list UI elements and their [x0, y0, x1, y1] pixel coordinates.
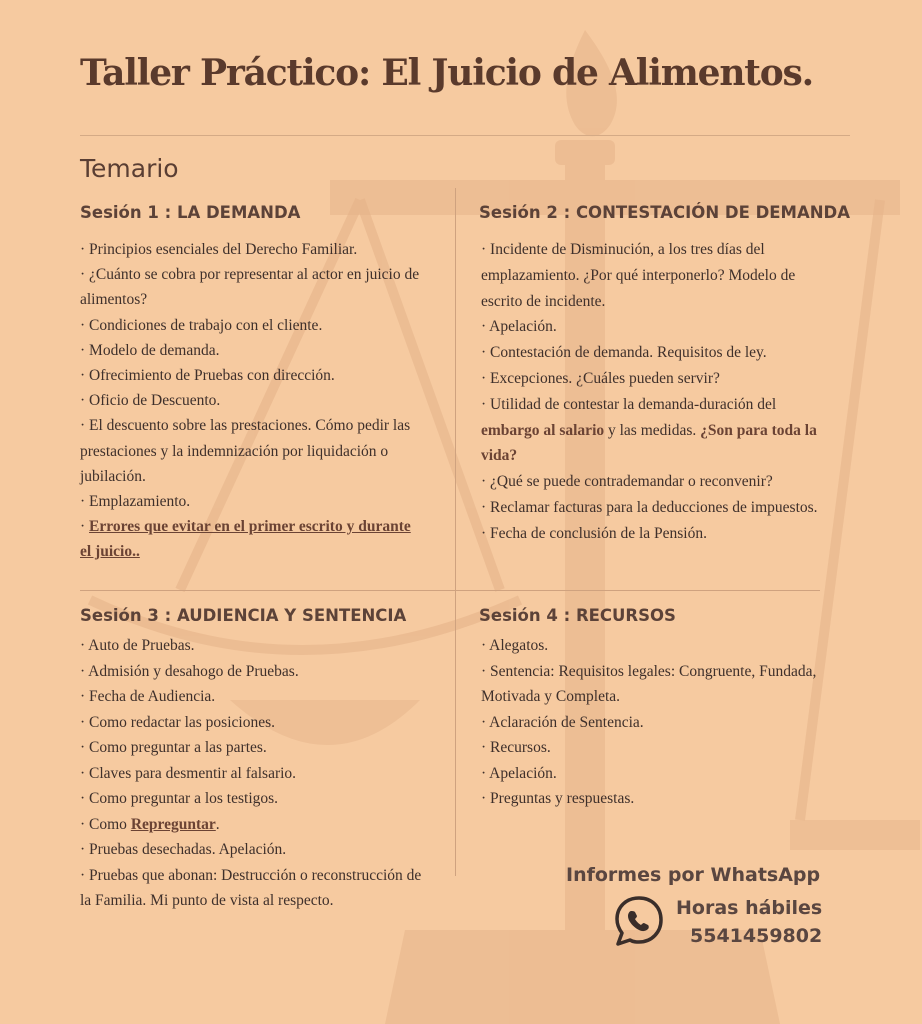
page-title: Taller Práctico: El Juicio de Alimentos. [80, 52, 813, 94]
row-divider [80, 590, 820, 591]
highlight-link-errores[interactable]: Errores que evitar en el primer escrito y durante el juicio.. [80, 518, 411, 561]
highlight-link-repreguntar[interactable]: Repreguntar [130, 815, 216, 833]
list-item: · Claves para desmentir al falsario. [80, 764, 297, 782]
list-item: · Reclamar facturas para la deducciones de impuestos. [481, 498, 818, 516]
whatsapp-icon[interactable] [612, 894, 666, 948]
list-item: · Admisión y desahogo de Pruebas. [80, 662, 299, 680]
list-item: · Auto de Pruebas. [80, 637, 195, 654]
section-heading-temario: Temario [80, 154, 179, 183]
session-2-title: Sesión 2 : CONTESTACIÓN DE DEMANDA [479, 203, 851, 222]
list-item: · Como preguntar a los testigos. [80, 790, 279, 807]
list-item: · Fecha de conclusión de la Pensión. [481, 524, 707, 542]
list-item: · Contestación de demanda. Requisitos de ley. [481, 344, 767, 362]
list-item: · Excepciones. ¿Cuáles pueden servir? [481, 369, 720, 387]
list-item: · ¿Qué se puede contrademandar o reconvenir? [481, 473, 773, 491]
list-item-bullet: · [80, 518, 90, 536]
list-item: · Recursos. [481, 739, 551, 756]
session-3-title: Sesión 3 : AUDIENCIA Y SENTENCIA [80, 606, 407, 625]
highlight-embargo: embargo al salario [481, 421, 605, 439]
session-1-list [80, 237, 425, 565]
list-item: · Fecha de Audiencia. [80, 688, 216, 705]
list-item: · Como preguntar a las partes. [80, 739, 267, 756]
list-item: · Aclaración de Sentencia. [481, 713, 644, 731]
list-item: · Emplazamiento. [80, 493, 191, 511]
list-item: · Oficio de Descuento. [80, 392, 221, 410]
highlight-question: ¿Son para toda la vida? [481, 421, 817, 465]
list-item [481, 392, 831, 469]
list-item: · Incidente de Disminución, a los tres días del emplazamiento. ¿Por qué interponerlo? Modelo de escrito de incidente. [481, 241, 796, 310]
session-4-list [481, 633, 821, 812]
list-item-text: . [215, 815, 220, 833]
list-item: · ¿Cuánto se cobra por representar al actor en juicio de alimentos? [80, 266, 420, 309]
list-item: · Apelación. [481, 318, 557, 336]
list-item: · Condiciones de trabajo con el cliente. [80, 316, 323, 334]
contact-hours: Horas hábiles [676, 897, 823, 919]
list-item: · Apelación. [481, 764, 557, 782]
list-item [80, 812, 430, 838]
list-item: · Principios esenciales del Derecho Familiar. [80, 241, 358, 258]
list-item: · Preguntas y respuestas. [481, 790, 635, 807]
contact-phone-number[interactable]: 5541459802 [690, 925, 823, 947]
list-item-text: y las medidas. [604, 421, 701, 439]
list-item: · Como redactar las posiciones. [80, 713, 275, 731]
list-item [80, 514, 425, 564]
list-item: · Sentencia: Requisitos legales: Congruente, Fundada, Motivada y Completa. [481, 662, 817, 705]
list-item: · Ofrecimiento de Pruebas con dirección. [80, 367, 335, 385]
list-item: · Modelo de demanda. [80, 341, 220, 359]
session-2-list [481, 237, 831, 547]
list-item-text: · Utilidad de contestar la demanda-duración del [481, 395, 777, 413]
list-item: · Alegatos. [481, 637, 549, 654]
session-3-list [80, 633, 430, 914]
session-4-title: Sesión 4 : RECURSOS [479, 606, 676, 625]
contact-heading: Informes por WhatsApp [566, 864, 821, 886]
column-divider [455, 188, 456, 876]
session-1-title: Sesión 1 : LA DEMANDA [80, 203, 301, 222]
list-item: · Pruebas que abonan: Destrucción o reconstrucción de la Familia. Mi punto de vista al respecto. [80, 866, 422, 909]
list-item: · Pruebas desechadas. Apelación. [80, 841, 287, 858]
list-item: · El descuento sobre las prestaciones. Cómo pedir las prestaciones y la indemnización por liquidación o jubilación. [80, 417, 411, 485]
title-divider [80, 135, 850, 136]
list-item-text: · Como [80, 815, 131, 833]
